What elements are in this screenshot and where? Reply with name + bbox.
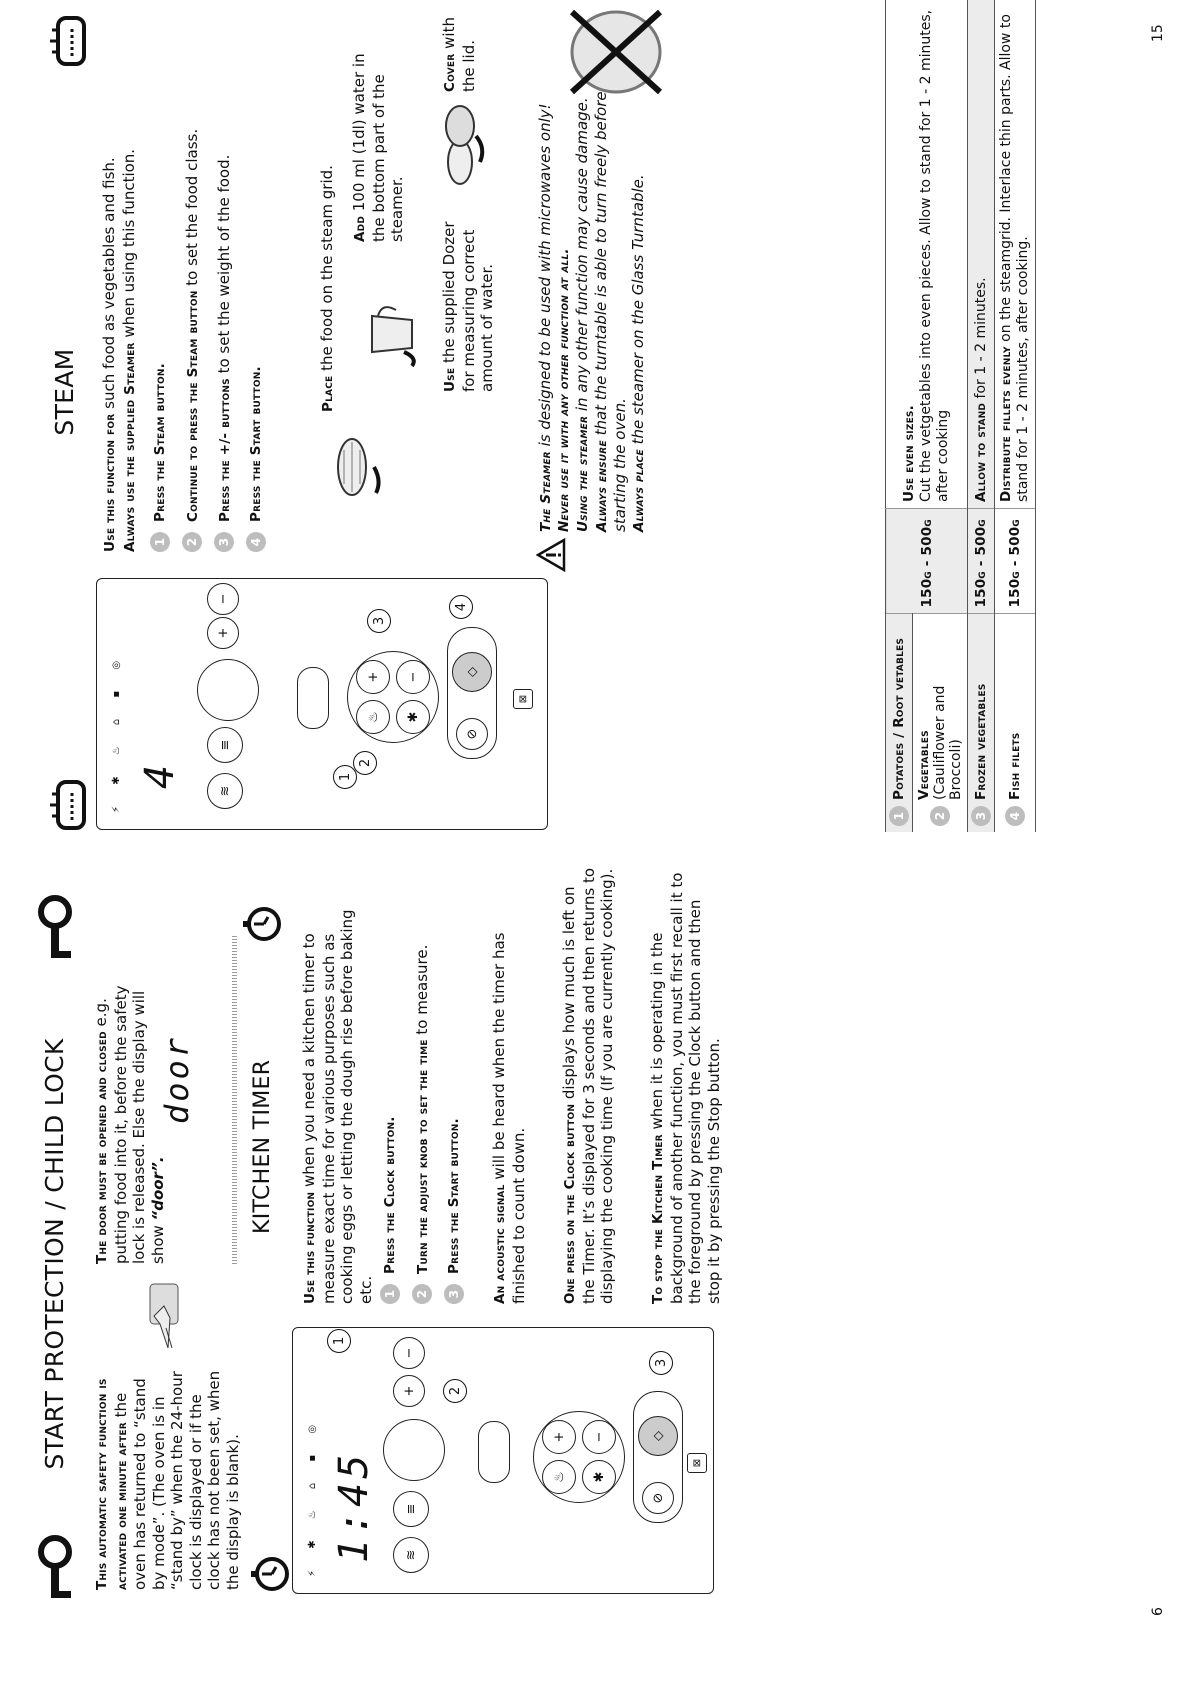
- power-button[interactable]: ≋: [207, 773, 243, 809]
- clock-icon: [240, 904, 284, 944]
- pad-steam-button[interactable]: ♨: [542, 1460, 576, 1494]
- left-page-number: 6: [1150, 1607, 1166, 1616]
- grill-button[interactable]: ≡: [207, 727, 243, 763]
- table-row: 4 Fish filets 150g - 500g Distribute fillets evenly on the steamgrid. Interlace thin parts. Allow to stand for 1 - 2 minutes, after cooking.: [995, 0, 1036, 832]
- steam-intro: Use this function for such food as vegetables and fish. Always use the supplied Steamer when using this function.: [100, 148, 138, 552]
- steamer-lid-icon: [430, 102, 490, 192]
- section-divider: [232, 934, 237, 1264]
- no-metal-plate-icon: [560, 2, 670, 102]
- table-row: 3 Frozen vegetables 150g - 500g Allow to stand for 1 - 2 minutes.: [968, 0, 995, 832]
- left-page: [0, 842, 1190, 1684]
- warning-icon: [536, 538, 566, 572]
- steam-oval-button[interactable]: [478, 1421, 510, 1483]
- steam-icon: [46, 776, 90, 834]
- steam-panel-display: 4: [137, 764, 183, 789]
- place-food-text: Place the food on the steam grid.: [318, 165, 336, 412]
- start-button[interactable]: ◇: [638, 1416, 678, 1456]
- callout-4: 4: [449, 595, 473, 619]
- key-icon: [30, 894, 80, 964]
- callout-1: 1: [327, 1329, 351, 1353]
- callout-3: 3: [367, 609, 391, 633]
- callout-1: 1: [333, 765, 357, 789]
- timer-step-2: 2 Turn the adjust knob to set the time to measure.: [412, 945, 432, 1304]
- measuring-jug-icon: [352, 292, 422, 372]
- stop-button[interactable]: ⊘: [642, 1482, 674, 1514]
- steam-icon: [46, 12, 90, 70]
- steam-step-2: 2 Continue to press the Steam button to set the food class.: [182, 129, 202, 552]
- panel-icon-row: ⚡ ✱ ♨ ⌂ ▪ ◎: [111, 651, 122, 813]
- steam-food-table: [885, 0, 1036, 832]
- control-panel: [292, 1327, 714, 1594]
- callout-2: 2: [443, 1379, 467, 1403]
- adjust-knob[interactable]: [383, 1419, 445, 1481]
- steam-step-4: 4 Press the Start button.: [246, 366, 266, 552]
- cross-pad: [347, 651, 439, 743]
- steam-step-3: 3 Press the +/- buttons to set the weight of the food.: [214, 155, 234, 552]
- door-display: door: [158, 1034, 196, 1124]
- pad-plus-button[interactable]: +: [542, 1420, 576, 1454]
- one-press-paragraph: One press on the Clock button displays how much is left on the Timer. It’s displayed for 3 seconds and then returns to displaying the cooking time (If you are currently cooking).: [560, 867, 616, 1304]
- kitchen-timer-title: KITCHEN TIMER: [250, 1059, 275, 1234]
- acoustic-signal-paragraph: An acoustic signal will be heard when the timer has finished to count down.: [490, 932, 528, 1304]
- steamer-warnings: The Steamer is designed to be used with microwaves only! Never use it with any other function at all. Using the steamer in any other function may cause damage. Always ensure that the turntable is able to turn freely before starting the oven. Always place the steamer on the Glass Turntable.: [536, 91, 647, 532]
- door-paragraph: The door must be opened and closed e.g. putting food into it, before the safety lock is released. Else the display will show “door”.: [92, 985, 167, 1264]
- stop-timer-paragraph: To stop the Kitchen Timer when it is operating in the background of another function, you must first recall it to the foreground by pressing the Clock button and then stop it by pressing the Stop button.: [648, 872, 723, 1304]
- callout-3: 3: [649, 1351, 673, 1375]
- door-open-button[interactable]: ⊠: [687, 1453, 707, 1473]
- right-page-number: 15: [1150, 24, 1166, 42]
- auto-safety-paragraph: This automatic safety function is activated one minute after the oven has returned to “stand by mode”. (The oven is in “stand by” when the 24-hour clock is displayed or if the clock has not been set, when the display is blank).: [94, 1370, 242, 1590]
- pad-defrost-button[interactable]: ✱: [582, 1460, 616, 1494]
- steam-oval-button[interactable]: [297, 667, 329, 729]
- plus-button[interactable]: +: [207, 617, 239, 649]
- panel-display: 1:45: [331, 1450, 377, 1563]
- cross-pad: [533, 1411, 625, 1503]
- pad-minus-button[interactable]: −: [582, 1420, 616, 1454]
- steam-title: STEAM: [50, 348, 79, 436]
- minus-button[interactable]: −: [393, 1337, 425, 1369]
- pad-defrost-button[interactable]: ✱: [396, 700, 430, 734]
- pad-minus-button[interactable]: −: [396, 660, 430, 694]
- key-icon: [30, 1534, 80, 1604]
- power-button[interactable]: ≋: [393, 1537, 429, 1573]
- use-dozer-text: Use the supplied Dozer for measuring correct amount of water.: [440, 221, 496, 392]
- callout-2: 2: [353, 751, 377, 775]
- pad-plus-button[interactable]: +: [356, 660, 390, 694]
- add-water-text: Add 100 ml (1dl) water in the bottom part of the steamer.: [350, 53, 406, 242]
- start-button[interactable]: ◇: [452, 652, 492, 692]
- hand-in-oven-icon: [120, 1274, 190, 1354]
- minus-button[interactable]: −: [207, 583, 239, 615]
- plus-button[interactable]: +: [393, 1375, 425, 1407]
- cover-lid-text: Cover with the lid.: [440, 17, 478, 92]
- clock-icon: [248, 1554, 292, 1594]
- panel-icon-row: ⚡ ✱ ♨ ⌂ ▪ ◎: [307, 1415, 318, 1577]
- table-row: 2 Vegetables (Cauliflower and Broccoli): [913, 0, 968, 832]
- pad-steam-button[interactable]: ♨: [356, 700, 390, 734]
- door-open-button[interactable]: ⊠: [513, 689, 533, 709]
- start-stop-pad: [447, 627, 497, 759]
- adjust-knob[interactable]: [197, 659, 259, 721]
- stop-button[interactable]: ⊘: [456, 718, 488, 750]
- table-row: 1 Potatoes / Root vetables 150g - 500g Use even sizes. Cut the vetgetables into even pieces. Allow to stand for 1 - 2 minutes, after cooking: [886, 0, 913, 832]
- start-protection-title: START PROTECTION / CHILD LOCK: [40, 1038, 69, 1470]
- grill-button[interactable]: ≡: [393, 1491, 429, 1527]
- kitchen-timer-intro: Use this function when you need a kitchen timer to measure exact time for various purposes such as cooking eggs or letting the dough rise before baking etc.: [300, 909, 375, 1304]
- start-stop-pad: [633, 1391, 683, 1523]
- timer-step-1: 1 Press the Clock button.: [380, 1116, 400, 1304]
- timer-step-3: 3 Press the Start button.: [444, 1118, 464, 1304]
- steam-grid-icon: [330, 432, 386, 502]
- steam-control-panel: [96, 578, 548, 830]
- steam-step-1: 1 Press the Steam button.: [150, 363, 170, 552]
